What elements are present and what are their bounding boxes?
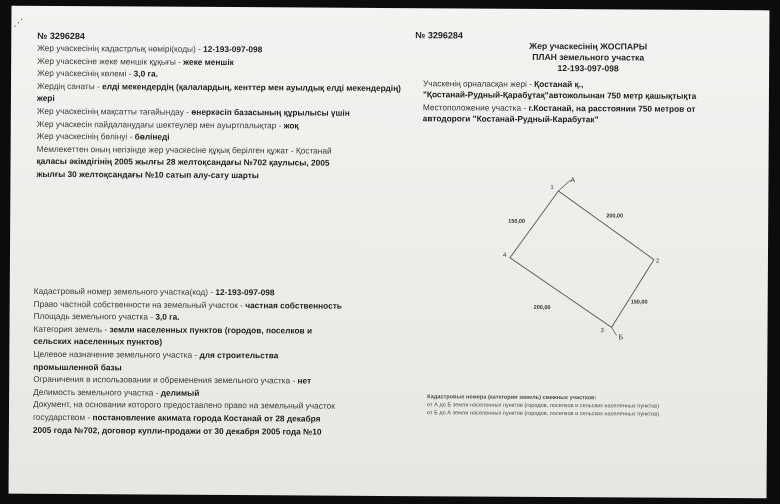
- pointer-a-line: [558, 180, 570, 191]
- plan-location-kz: Учаскенің орналасқан жері - Қостанай қ., "Қостанай-Рудный-Қарабұтақ"автожолынан 750 метр қашықтықта: [422, 78, 697, 101]
- document-sheet: [9, 6, 770, 499]
- plot-boundary: [510, 191, 655, 328]
- legend-line-2: от Б до А земли населенных пунктов (городов, поселков и сельских населенных пунктов): [426, 410, 660, 418]
- kz-right-line: Жер учаскесіне жеке меншік құқығы - жеке меншік: [37, 55, 234, 67]
- kz-purpose-line: Жер учаскесінің мақсатты тағайындау - өнеркәсіп базасының құрылысы үшін: [36, 105, 350, 118]
- side-length-top: 200,00: [606, 213, 624, 220]
- adjacent-plots-legend: [427, 393, 757, 419]
- doc-number-left: № 3296284: [37, 30, 85, 42]
- side-length-right: 150,00: [630, 299, 648, 306]
- kz-category-line: Жердің санаты - елді мекендердің (қалалардың, кенттер мен ауылдық елді мекендердің) жері: [36, 80, 401, 104]
- ru-area-line: Площадь земельного участка - 3,0 га.: [33, 311, 180, 322]
- plan-header: [423, 40, 754, 126]
- plan-code: 12-193-097-098: [557, 63, 619, 74]
- kz-divis-line: Жер учаскесінің бөлінуі - бөлінеді: [36, 131, 170, 142]
- ru-divis-line: Делимость земельного участка - делимый: [33, 386, 200, 398]
- ru-basis-line-1: Документ, на основании которого предоставлено право на земельный участок: [33, 399, 335, 412]
- kz-cadastral-value: 12-193-097-098: [203, 43, 263, 55]
- plan-title-ru: ПЛАН земельного участка: [532, 51, 645, 63]
- point-label-1: 1: [550, 184, 554, 192]
- kz-cadastral-line: Жер учаскесінің кадастрлық нөмірі(коды) - 12-193-097-098: [37, 42, 263, 55]
- ru-category-line-1: Категория земель - земли населенных пунктов (городов, поселков и: [33, 323, 313, 336]
- ru-purpose-line-1: Целевое назначение земельного участка - для строительства: [33, 348, 279, 361]
- side-length-bottom: 200,00: [533, 304, 551, 311]
- ru-basis-line-2: государством - постановление акимата города Костанай от 28 декабря: [32, 411, 321, 424]
- kz-area-line: Жер учаскесінің көлемі - 3,0 га.: [37, 68, 158, 79]
- ru-basis-line-3: 2005 года №702, договор купли-продажи от 30 декабря 2005 года №10: [32, 424, 322, 437]
- plot-plan-drawing: [485, 169, 686, 345]
- ru-section: [33, 285, 414, 438]
- letter-a: А: [570, 177, 576, 185]
- ru-purpose-line-2: промышленной базы: [33, 361, 122, 372]
- kz-restrict-line: Жер учаскесін пайдаланудағы шектеулер мен ауыртпалықтар - жоқ: [36, 118, 299, 131]
- legend-head: Кадастровые номера (категории земель) смежных участков:: [427, 394, 597, 402]
- ru-restrict-line: Ограничения в использовании и обременения земельного участка - нет: [33, 373, 312, 386]
- plan-location-ru: Местоположение участка - г.Костанай, на расстоянии 750 метров от автодороги "Костанай-Рудный-Карабутак": [422, 102, 696, 125]
- plan-title-kz: Жер учаскесінің ЖОСПАРЫ: [529, 40, 648, 52]
- doc-number-right: № 3296284: [415, 30, 463, 41]
- legend-line-1: от А до Б земли населенных пунктов (городов, поселков и сельских населенных пунктов): [427, 402, 660, 410]
- letter-b: Б: [618, 334, 624, 342]
- point-label-4: 4: [502, 252, 507, 259]
- point-label-3: 3: [600, 328, 604, 335]
- ru-cadastral-line: Кадастровый номер земельного участка(код) - 12-193-097-098: [33, 285, 275, 298]
- kz-basis-line-2: қаласы әкімдігінің 2005 жылғы 28 желтоқсандағы №702 қаулысы, 2005: [36, 156, 330, 168]
- ru-category-line-2: сельских населенных пунктов): [33, 336, 163, 347]
- pointer-b-line: [611, 327, 616, 335]
- kz-basis-line-3: жылғы 30 желтоқсандағы №10 сатып алу-сату шарты: [36, 168, 259, 181]
- corner-mark-icon: ⋰: [13, 17, 24, 29]
- point-label-2: 2: [655, 258, 660, 265]
- kz-section: [36, 42, 407, 183]
- side-length-left: 150,00: [508, 218, 526, 225]
- ru-right-line: Право частной собственности на земельный участок - частная собственность: [33, 298, 342, 311]
- kz-basis-line-1: Мемлекеттен оның негізінде жер учаскесіне құқық берілген құжат - Қостанай: [36, 143, 332, 156]
